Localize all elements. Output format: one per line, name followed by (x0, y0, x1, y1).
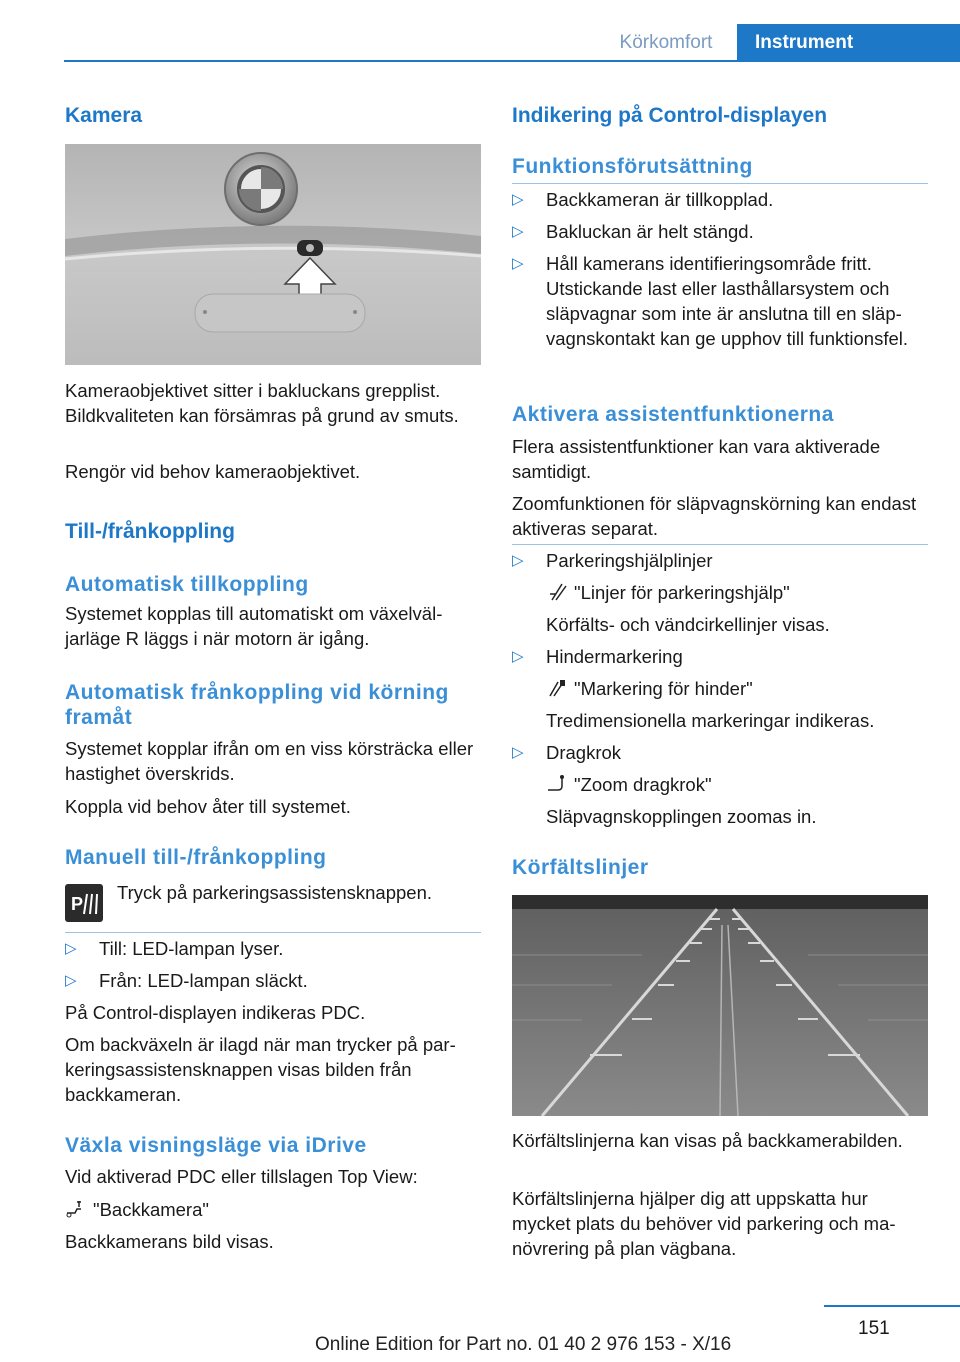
bullet-triangle-icon: ▷ (65, 972, 77, 989)
heading-aktivera: Aktivera assistentfunktionerna (512, 403, 834, 426)
auto-fran-paragraph-2: Koppla vid behov åter till systemet. (65, 796, 351, 817)
lane-lines-image (512, 895, 928, 1116)
parking-lines-icon (546, 582, 568, 602)
parking-assist-button-icon (65, 884, 103, 922)
header-tab-korkomfort[interactable]: Körkomfort (619, 32, 713, 53)
heading-indikering: Indikering på Control-displayen (512, 104, 828, 127)
parking-lines-option: "Linjer för parkeringshjälp" (546, 580, 928, 605)
manuell-paragraph: Tryck på parkeringsassistensknappen. (117, 882, 432, 903)
heading-manuell: Manuell till-/frånkoppling (65, 846, 327, 869)
divider (65, 932, 481, 933)
divider (512, 183, 928, 184)
kamera-paragraph-2: Rengör vid behov kameraobjektivet. (65, 461, 361, 482)
parking-lines-desc: Körfälts- och vändcirkellinjer visas. (546, 614, 830, 635)
heading-korfaltslinjer: Körfältslinjer (512, 856, 649, 879)
header-tab-instrument[interactable]: Instrument (737, 24, 960, 61)
kamera-paragraph-1: Kameraobjektivet sitter i bakluckans grepplist. Bildkvaliteten kan försämras på grund av smuts. (65, 380, 459, 426)
footer-edition: Online Edition for Part no. 01 40 2 976 153 - X/16 (315, 1334, 732, 1355)
korfalt-paragraph-1: Körfältslinjerna kan visas på backkamerabilden. (512, 1130, 903, 1151)
heading-till-frankoppling: Till-/frånkoppling (65, 520, 235, 543)
bullet-triangle-icon: ▷ (512, 648, 524, 665)
heading-automatisk-tillkoppling: Automatisk tillkoppling (65, 573, 309, 596)
page-number: 151 (858, 1318, 890, 1339)
vaxla-icon-line: "Backkamera" (65, 1197, 481, 1222)
bullet-triangle-icon: ▷ (512, 191, 524, 208)
auto-fran-paragraph-1: Systemet kopplar ifrån om en viss körsträcka eller hastighet överskrids. (65, 738, 474, 784)
aktivera-paragraph-1: Flera assistentfunktioner kan vara aktiverade samtidigt. (512, 436, 881, 482)
obstacle-marking-option: "Markering för hinder" (546, 676, 928, 701)
korfalt-paragraph-2: Körfältslinjerna hjälper dig att uppskatta hur mycket plats du behöver vid parkering och manövrering på plan vägbana. (512, 1188, 896, 1259)
bullet-triangle-icon: ▷ (512, 744, 524, 761)
header-rule (64, 60, 960, 62)
bullet-triangle-icon: ▷ (512, 552, 524, 569)
heading-vaxla-visningslage: Växla visningsläge via iDrive (65, 1134, 367, 1157)
auto-till-paragraph: Systemet kopplas till automatiskt om växelväljarläge R läggs i när motorn är igång. (65, 603, 443, 649)
aktivera-paragraph-2: Zoomfunktionen för släpvagnskörning kan endast aktiveras separat. (512, 493, 917, 539)
bullet-triangle-icon: ▷ (512, 255, 524, 272)
tow-hook-icon (546, 774, 568, 794)
tow-hook-option: "Zoom dragkrok" (546, 772, 928, 797)
obstacle-marking-desc: Tredimensionella markeringar indikeras. (546, 710, 875, 731)
backup-camera-icon (65, 1199, 87, 1219)
vaxla-paragraph-1: Vid aktiverad PDC eller tillslagen Top View: (65, 1166, 418, 1187)
footer-rule (824, 1305, 960, 1307)
bullet-triangle-icon: ▷ (65, 940, 77, 957)
manuell-paragraph-2: På Control-displayen indikeras PDC. (65, 1002, 366, 1023)
vaxla-paragraph-2: Backkamerans bild visas. (65, 1231, 274, 1252)
tow-hook-desc: Släpvagnskopplingen zoomas in. (546, 806, 817, 827)
heading-automatisk-frankoppling: Automatisk frånkoppling vid körning framåt (65, 681, 449, 729)
manuell-paragraph-3: Om backväxeln är ilagd när man trycker på parkeringsassistensknappen visas bilden från backkameran. (65, 1034, 456, 1105)
bullet-triangle-icon: ▷ (512, 223, 524, 240)
divider (512, 544, 928, 545)
obstacle-marking-icon (546, 678, 568, 698)
camera-photo (65, 144, 481, 365)
svg-text:P: P (71, 894, 84, 914)
heading-kamera: Kamera (65, 104, 143, 127)
heading-funktionsforutsattning: Funktionsförutsättning (512, 155, 753, 178)
